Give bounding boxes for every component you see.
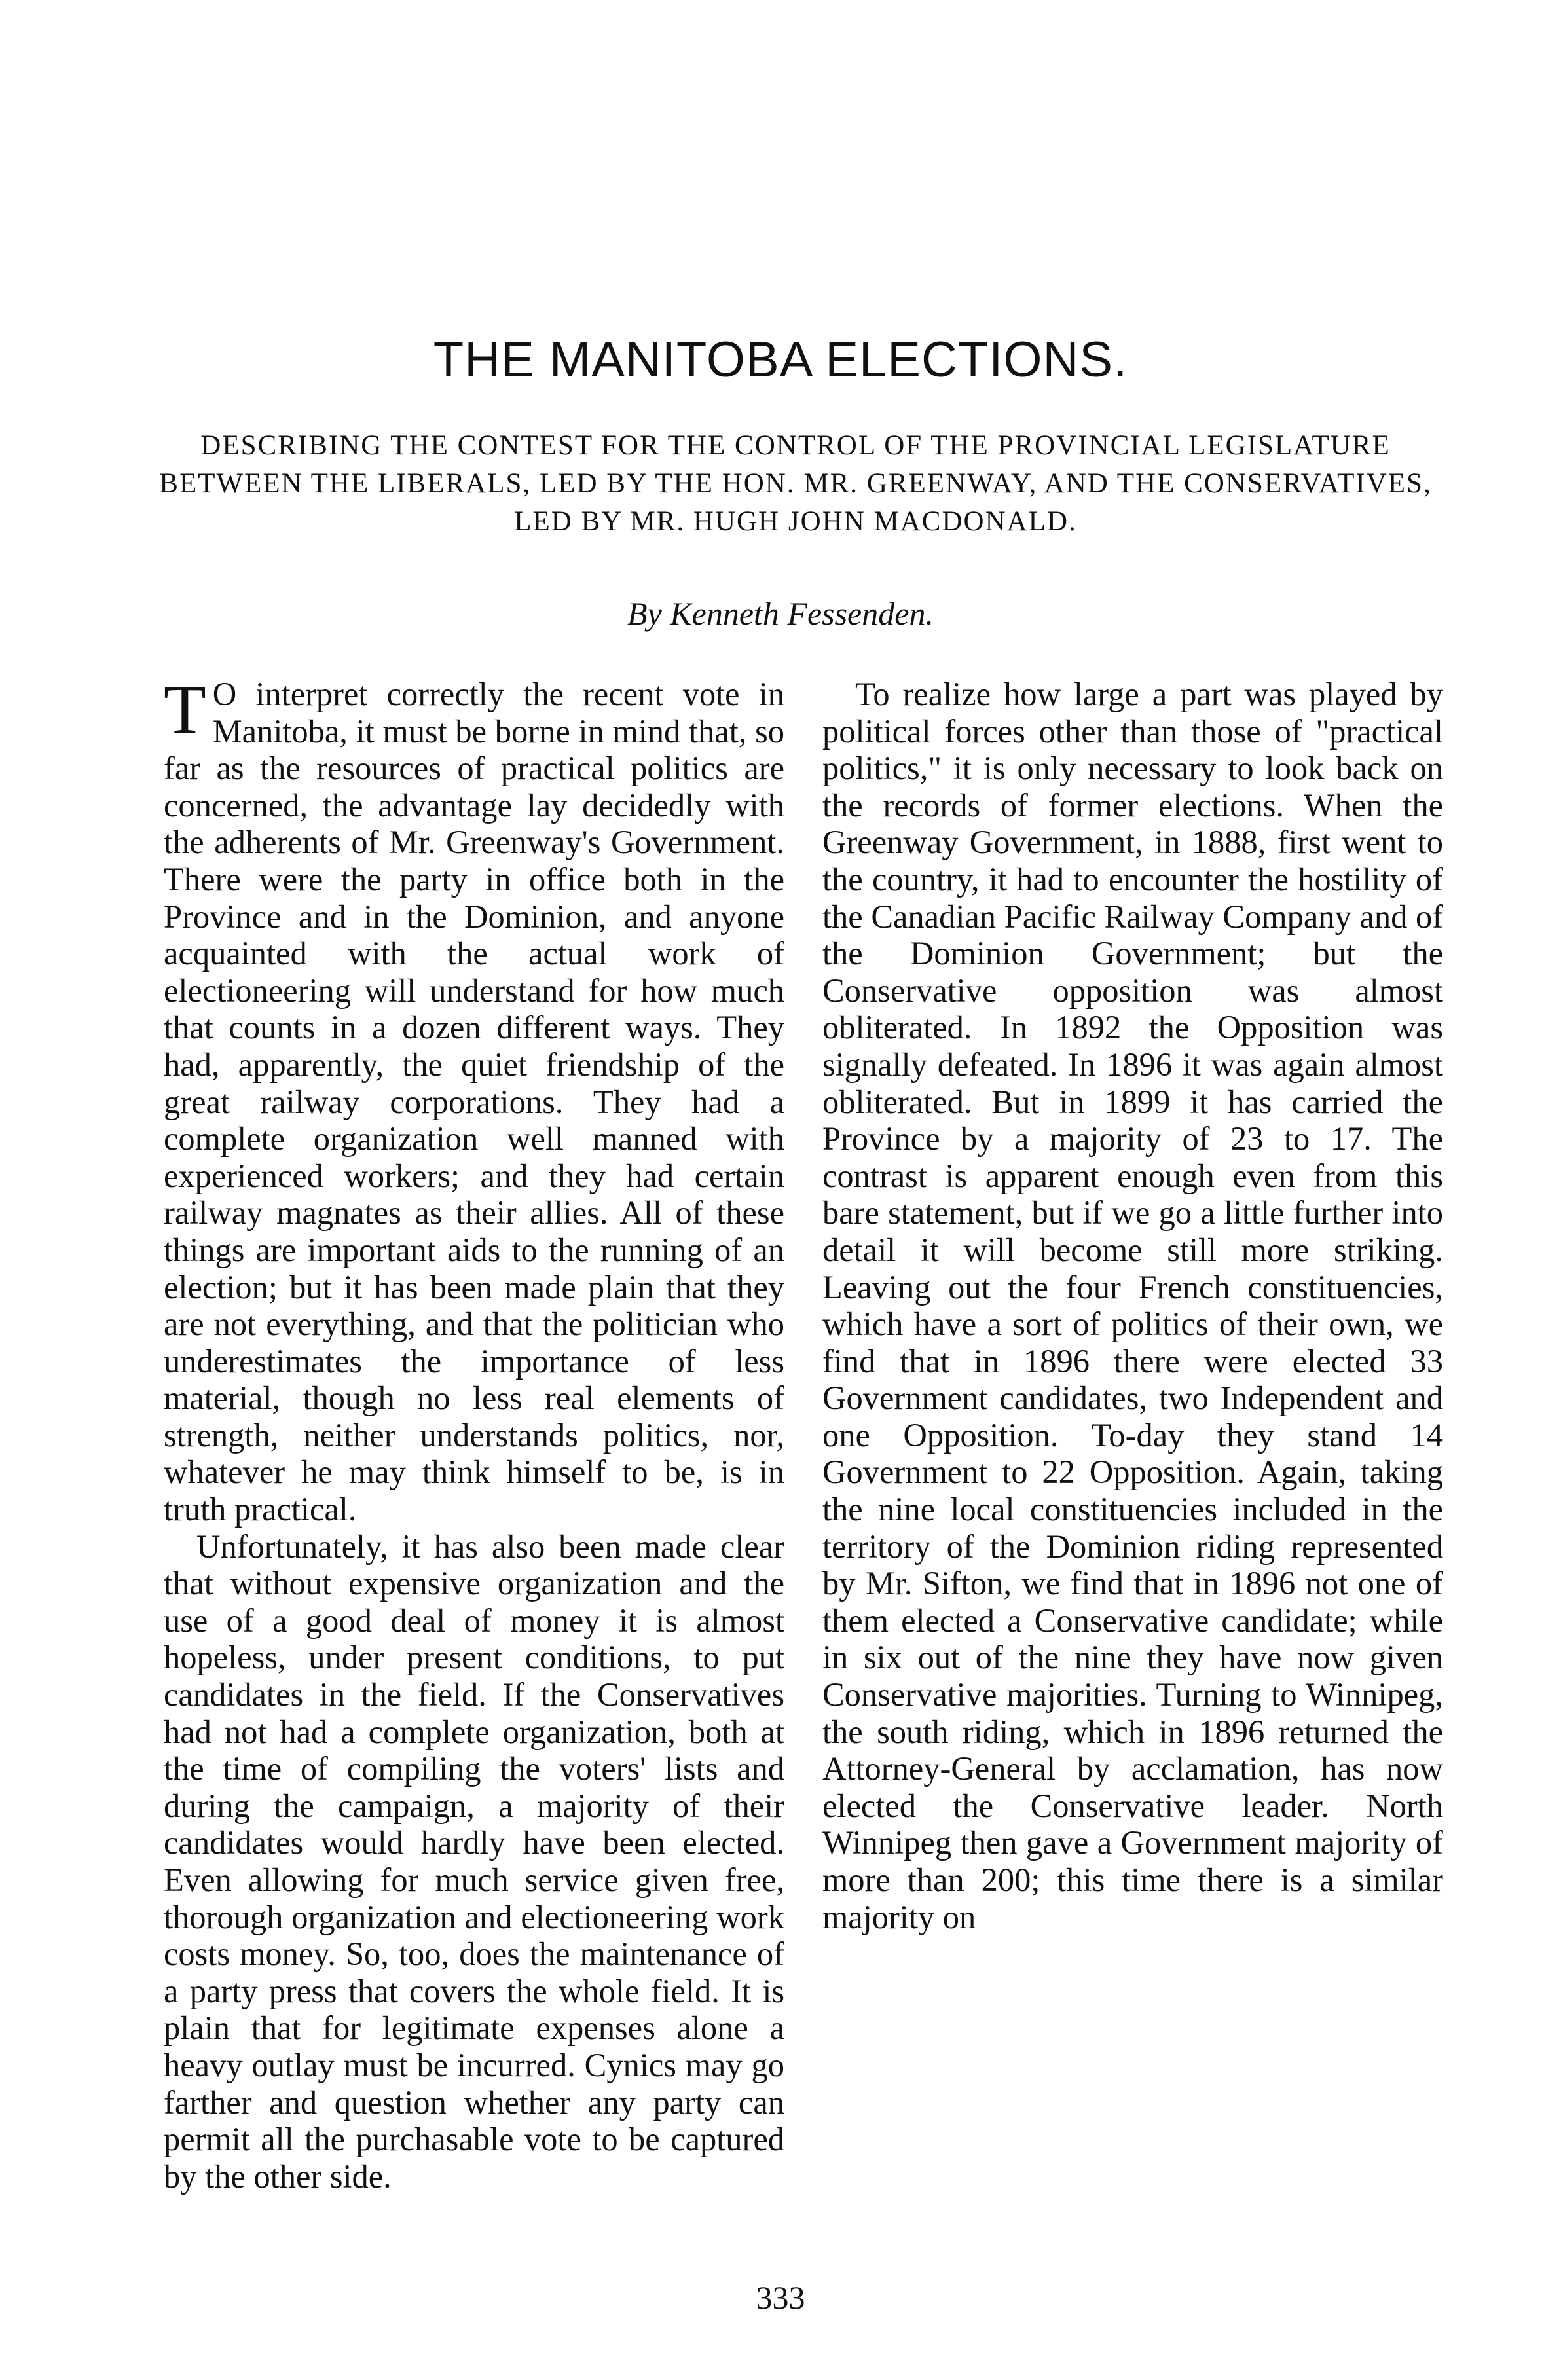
drop-cap: T: [164, 671, 206, 748]
article-subtitle: DESCRIBING THE CONTEST FOR THE CONTROL OF THE PROVINCIAL LEGISLATURE BETWEEN THE LIBERALS, LED BY THE HON. MR. GREENWAY, AND THE CONSERVATIVES, LED BY MR. HUGH JOHN MACDONALD.: [159, 430, 1432, 537]
left-column: [164, 671, 784, 2195]
page-number: 333: [756, 2279, 805, 2316]
article-title: THE MANITOBA ELECTIONS.: [433, 332, 1128, 388]
right-column: [822, 676, 1443, 1935]
byline: By Kenneth Fessenden.: [627, 595, 934, 632]
paragraph-1: [164, 671, 784, 1528]
paragraph-1-text: O interpret correctly the recent vote in Manitoba, it must be borne in mind that, so far as the resources of practical politics are concerned, the advantage lay decidedly with the adherents of Mr. Greenway's Government. There were the party in office both in the Province and in the Dominion, and anyone acquainted with the actual work of electioneering will understand for how much that counts in a dozen different ways. They had, apparently, the quiet friendship of the great railway corporations. They had a complete organization well manned with experienced workers; and they had certain railway magnates as their allies. All of these things are important aids to the running of an election; but it has been made plain that they are not everything, and that the politician who underestimates the importance of less material, though no less real elements of strength, neither understands politics, nor, whatever he may think himself to be, is in truth practical.: [164, 676, 784, 1528]
paragraph-3: To realize how large a part was played by political forces other than those of "practical politics," it is only necessary to look back on the records of former elections. When the Greenway Government, in 1888, first went to the country, it had to encounter the hostility of the Canadian Pacific Railway Company and of the Dominion Government; but the Conservative opposition was almost obliterated. In 1892 the Opposition was signally defeated. In 1896 it was again almost obliterated. But in 1899 it has carried the Province by a majority of 23 to 17. The contrast is apparent enough even from this bare statement, but if we go a little further into detail it will become still more striking. Leaving out the four French constituencies, which have a sort of politics of their own, we find that in 1896 there were elected 33 Government candidates, two Independent and one Opposition. To-day they stand 14 Government to 22 Opposition. Again, taking the nine local constituencies included in the territory of the Dominion riding represented by Mr. Sifton, we find that in 1896 not one of them elected a Conservative candidate; while in six out of the nine they have now given Conservative majorities. Turning to Winnipeg, the south riding, which in 1896 returned the Attorney-General by acclamation, has now elected the Conservative leader. North Winnipeg then gave a Government majority of more than 200; this time there is a similar majority on: [822, 676, 1444, 1935]
paragraph-2: Unfortunately, it has also been made clear that without expensive organization and the use of a good deal of money it is almost hopeless, under present conditions, to put candidates in the field. If the Conservatives had not had a complete organization, both at the time of compiling the voters' lists and during the campaign, a majority of their candidates would hardly have been elected. Even allowing for much service given free, thorough organization and electioneering work costs money. So, too, does the maintenance of a party press that covers the whole field. It is plain that for legitimate expenses alone a heavy outlay must be incurred. Cynics may go farther and question whether any party can permit all the purchasable vote to be captured by the other side.: [164, 1528, 784, 2195]
